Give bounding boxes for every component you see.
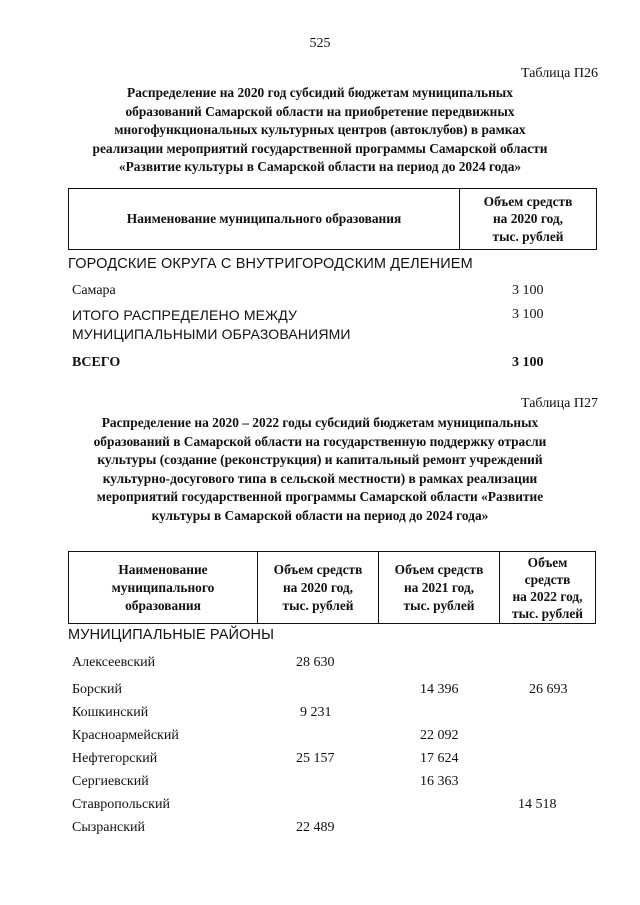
row-name: Самара	[72, 283, 116, 298]
row-value-2022: 14 518	[518, 797, 557, 812]
column-header-name	[69, 552, 258, 624]
title-line: мероприятий государственной программы Самарской области «Развитие	[96, 489, 544, 505]
row-name: Кошкинский	[72, 705, 149, 720]
header-line: на 2021 год,	[403, 579, 475, 595]
table-27-title	[70, 414, 570, 526]
header-line: Наименование	[118, 561, 208, 577]
header-line: образования	[125, 597, 201, 613]
row-value-2021: 17 624	[420, 751, 459, 766]
row-name: Сызранский	[72, 820, 145, 835]
header-line: тыс. рублей	[492, 228, 564, 244]
row-value-2020: 22 489	[296, 820, 335, 835]
title-line: «Развитие культуры в Самарской области на период до 2024 года»	[118, 159, 522, 175]
title-line: Распределение на 2020 – 2022 годы субсидий бюджетам муниципальных	[101, 415, 539, 430]
row-value: 3 100	[512, 283, 544, 298]
section-heading: МУНИЦИПАЛЬНЫЕ РАЙОНЫ	[68, 627, 275, 643]
header-line: тыс. рублей	[512, 605, 583, 621]
title-line: культурно-досугового типа в сельской местности) в рамках реализации	[102, 470, 538, 486]
title-line: реализации мероприятий государственной программы Самарской области	[92, 140, 548, 156]
table-26-title	[78, 84, 562, 177]
title-line: Распределение на 2020 год субсидий бюджетам муниципальных	[127, 85, 513, 100]
row-name: Борский	[72, 682, 123, 697]
table-27-header	[68, 551, 596, 624]
title-line: многофункциональных культурных центров (автоклубов) в рамках	[114, 122, 526, 138]
header-line: муниципального	[111, 579, 215, 595]
subtotal-line: ИТОГО РАСПРЕДЕЛЕНО МЕЖДУ	[72, 307, 298, 323]
title-line: образований в Самарской области на государственную поддержку отрасли	[93, 433, 547, 449]
header-line: тыс. рублей	[403, 597, 475, 613]
title-line: культуры в Самарской области на период до 2024 года»	[151, 507, 489, 523]
row-value-2020: 25 157	[296, 751, 335, 766]
column-header-volume	[460, 189, 597, 250]
header-line: тыс. рублей	[282, 597, 354, 613]
page-number: 525	[309, 36, 331, 51]
row-name: Ставропольский	[72, 797, 170, 812]
row-value-2021: 22 092	[420, 728, 459, 743]
table-27-label: Таблица П27	[521, 396, 598, 411]
subtotal-value: 3 100	[512, 307, 544, 322]
title-line: образований Самарской области на приобретение передвижных	[125, 103, 515, 119]
header-line: Объем средств	[273, 561, 363, 577]
total-value: 3 100	[512, 355, 544, 370]
row-value-2021: 14 396	[420, 682, 459, 697]
row-name: Сергиевский	[72, 774, 149, 789]
subtotal-label	[72, 306, 351, 344]
header-line: Объем средств	[483, 193, 573, 209]
header-line: средств	[524, 571, 571, 587]
header-line: на 2020 год,	[282, 579, 354, 595]
row-value-2021: 16 363	[420, 774, 459, 789]
table-26-header	[68, 188, 597, 250]
column-header-2021	[379, 552, 500, 624]
column-header-2022	[500, 552, 596, 624]
row-value-2020: 28 630	[296, 655, 335, 670]
table-26-label: Таблица П26	[521, 66, 598, 81]
row-name: Красноармейский	[72, 728, 179, 743]
header-line: на 2022 год,	[512, 588, 583, 604]
header-line: Объем средств	[394, 561, 484, 577]
row-name: Алексеевский	[72, 655, 156, 670]
section-heading: ГОРОДСКИЕ ОКРУГА С ВНУТРИГОРОДСКИМ ДЕЛЕНИЕМ	[68, 256, 473, 272]
subtotal-line: МУНИЦИПАЛЬНЫМИ ОБРАЗОВАНИЯМИ	[72, 326, 351, 342]
header-line: на 2020 год,	[492, 211, 564, 227]
row-value-2022: 26 693	[529, 682, 568, 697]
row-value-2020: 9 231	[300, 705, 332, 720]
total-label: ВСЕГО	[72, 355, 121, 370]
column-header-2020	[258, 552, 379, 624]
header-line: Объем	[527, 554, 568, 570]
title-line: культуры (создание (реконструкция) и капитальный ремонт учреждений	[97, 452, 543, 468]
column-header-name: Наименование муниципального образования	[69, 189, 460, 250]
row-name: Нефтегорский	[72, 751, 158, 766]
